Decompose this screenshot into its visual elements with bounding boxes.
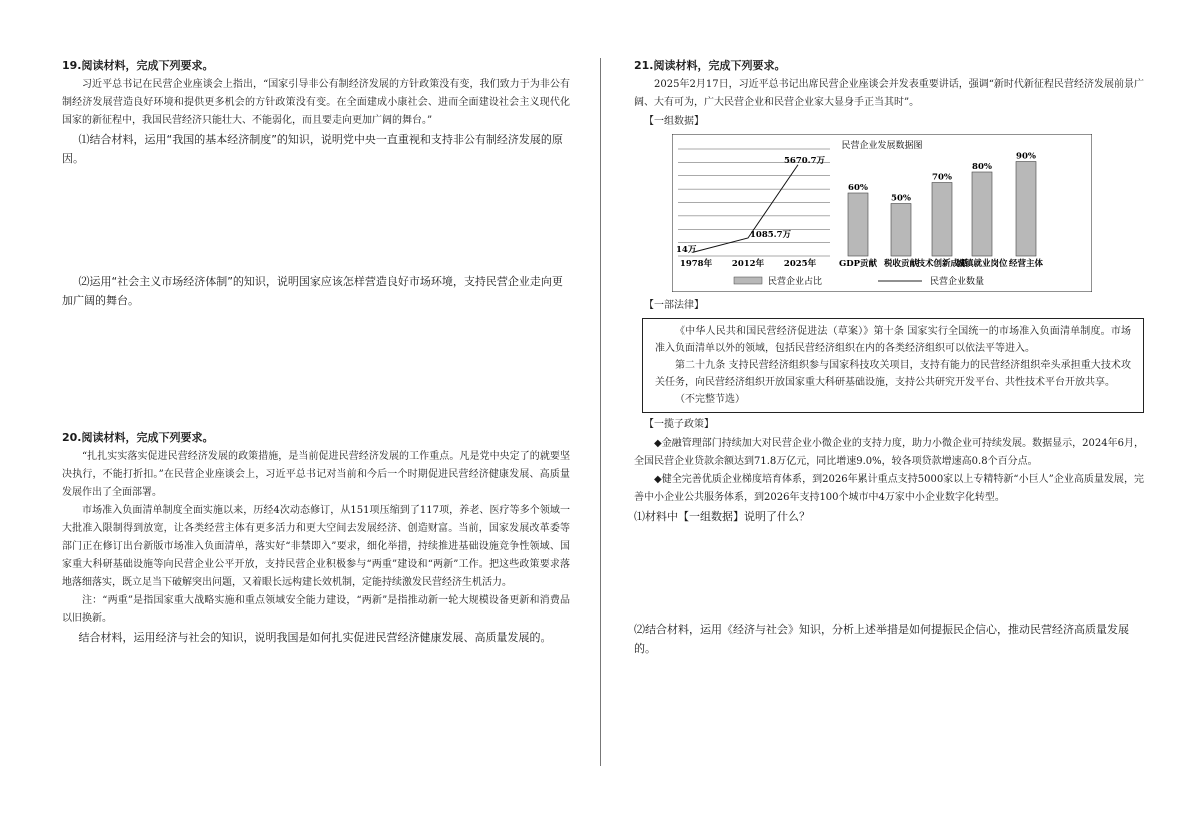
- bar-data-label: 80%: [972, 162, 992, 172]
- q19-sub2: ⑵运用“社会主义市场经济体制”的知识，说明国家应该怎样营造良好市场环境，支持民营企业走向更加广阔的舞台。: [62, 275, 563, 307]
- line-data-label: 1085.7万: [750, 230, 792, 240]
- right-column: [634, 58, 1144, 658]
- q21-intro: 2025年2月17日，习近平总书记出席民营企业座谈会并发表重要讲话，强调“新时代新征程民营经济发展前景广阔、大有可为，广大民营企业和民营企业家大显身手正当其时”。: [634, 79, 1144, 108]
- column-divider: [600, 58, 601, 766]
- law-tag: 【一部法律】: [644, 300, 704, 311]
- bar-category-label: GDP贡献: [838, 259, 878, 269]
- q20-paragraph-2: 市场准入负面清单制度全面实施以来，历经4次动态修订，从151项压缩到了117项，养老、医疗等多个领域一大批准入限制得到放宽，让各类经营主体有更多活力和更大空间去发展经济、创造财富。当前，国家发展改革委等部门正在修订出台新版市场准入负面清单，落实好“非禁即入”要求，细化举措，持续推进基础设施竞争性领域、国家重大科研基础设施等向民营企业公平开放，支持民营企业积极参与“两重”建设和“两新”工作。把这些政策要求落地落细落实，既立足当下破解突出问题，又着眼长远构建长效机制，定能持续激发民营经济生机活力。: [62, 505, 570, 588]
- q20-question: 结合材料，运用经济与社会的知识，说明我国是如何扎实促进民营经济健康发展、高质量发展的。: [78, 631, 552, 644]
- law-excerpt-note: （不完整节选）: [675, 394, 745, 405]
- bar-category-label: 城镇就业岗位: [956, 259, 1008, 269]
- data-tag: 【一组数据】: [644, 116, 704, 127]
- chart-title: 民营企业发展数据图: [841, 141, 923, 151]
- legend-line-label: 民营企业数量: [930, 277, 985, 287]
- bar-category-label: 技术创新成果: [916, 259, 968, 269]
- law-article-10: 《中华人民共和国民营经济促进法（草案）》第十条 国家实行全国统一的市场准入负面清单制度。市场准入负面清单以外的领域，包括民营经济组织在内的各类经济组织可以依法平等进入。: [655, 326, 1131, 354]
- law-article-29: 第二十九条 支持民营经济组织参与国家科技攻关项目，支持有能力的民营经济组织牵头承担重大技术攻关任务，向民营经济组织开放国家重大科研基础设施，支持公共研究开发平台、共性技术平台开放共享。: [655, 360, 1131, 388]
- line-x-tick-label: 1978年: [679, 259, 713, 269]
- bar-category-label: 税收贡献: [883, 259, 919, 269]
- bar-data-label: 50%: [891, 193, 911, 204]
- line-x-tick-label: 2025年: [783, 259, 817, 269]
- bar: [932, 183, 952, 257]
- q20-note: 注：“两重”是指国家重大战略实施和重点领域安全能力建设，“两新”是指推动新一轮大规模设备更新和消费品以旧换新。: [62, 595, 570, 624]
- question-20: [62, 430, 570, 647]
- q21-title: 21.阅读材料，完成下列要求。: [634, 59, 786, 72]
- policy-tag: 【一揽子政策】: [644, 419, 714, 430]
- line-x-tick-label: 2012年: [731, 259, 765, 269]
- bar: [848, 193, 868, 256]
- bar-data-label: 90%: [1016, 151, 1036, 162]
- question-21: [634, 58, 1144, 658]
- q20-title: 20.阅读材料，完成下列要求。: [62, 431, 214, 444]
- left-column: [62, 58, 570, 644]
- bar-category-label: 经营主体: [1008, 259, 1044, 269]
- q21-sub2: ⑵结合材料，运用《经济与社会》知识，分析上述举措是如何提振民企信心，推动民营经济高质量发展的。: [634, 623, 1129, 655]
- legend-bar-label: 民营企业占比: [768, 277, 823, 287]
- policy-item-2: ◆健全完善优质企业梯度培育体系，到2026年累计重点支持5000家以上专精特新“小巨人”企业高质量发展，完善中小企业公共服务体系，到2026年支持100个城市中4万家中小企业数字化转型。: [634, 474, 1144, 503]
- bar: [891, 204, 911, 257]
- private-enterprise-chart: [672, 134, 1092, 292]
- q19-sub1: ⑴结合材料，运用“我国的基本经济制度”的知识，说明党中央一直重视和支持非公有制经济发展的原因。: [62, 133, 563, 165]
- legend-bar-swatch: [734, 277, 762, 284]
- bar: [972, 172, 992, 256]
- policy-item-1: ◆金融管理部门持续加大对民营企业小微企业的支持力度，助力小微企业可持续发展。数据显示，2024年6月，全国民营企业贷款余额达到71.8万亿元，同比增速9.0%，较各项贷款增速高0.8个百分点。: [634, 438, 1144, 467]
- q20-paragraph-1: “扎扎实实落实促进民营经济发展的政策措施，是当前促进民营经济发展的工作重点。凡是党中央定了的就要坚决执行，不能打折扣。”在民营企业座谈会上，习近平总书记对当前和今后一个时期促进民营经济健康发展、高质量发展作出了全面部署。: [62, 451, 570, 498]
- q21-sub1: ⑴材料中【一组数据】说明了什么？: [634, 510, 810, 523]
- bar-data-label: 60%: [848, 183, 868, 193]
- line-data-label: 5670.7万: [784, 155, 826, 166]
- question-19: [62, 58, 570, 310]
- law-excerpt-box: [642, 318, 1144, 413]
- bar: [1016, 162, 1036, 257]
- q21-answer-space-1: [634, 526, 1144, 620]
- q19-answer-space-1: [62, 168, 570, 272]
- q19-material: 习近平总书记在民营企业座谈会上指出，“国家引导非公有制经济发展的方针政策没有变，我们致力于为非公有制经济发展营造良好环境和提供更多机会的方针政策没有变。在全面建成小康社会、进而全面建设社会主义现代化国家的新征程中，我国民营经济只能壮大、不能弱化，而且要走向更加广阔的舞台。”: [62, 79, 570, 126]
- line-data-label: 14万: [676, 245, 697, 255]
- bar-data-label: 70%: [932, 172, 952, 183]
- q19-title: 19.阅读材料，完成下列要求。: [62, 59, 214, 72]
